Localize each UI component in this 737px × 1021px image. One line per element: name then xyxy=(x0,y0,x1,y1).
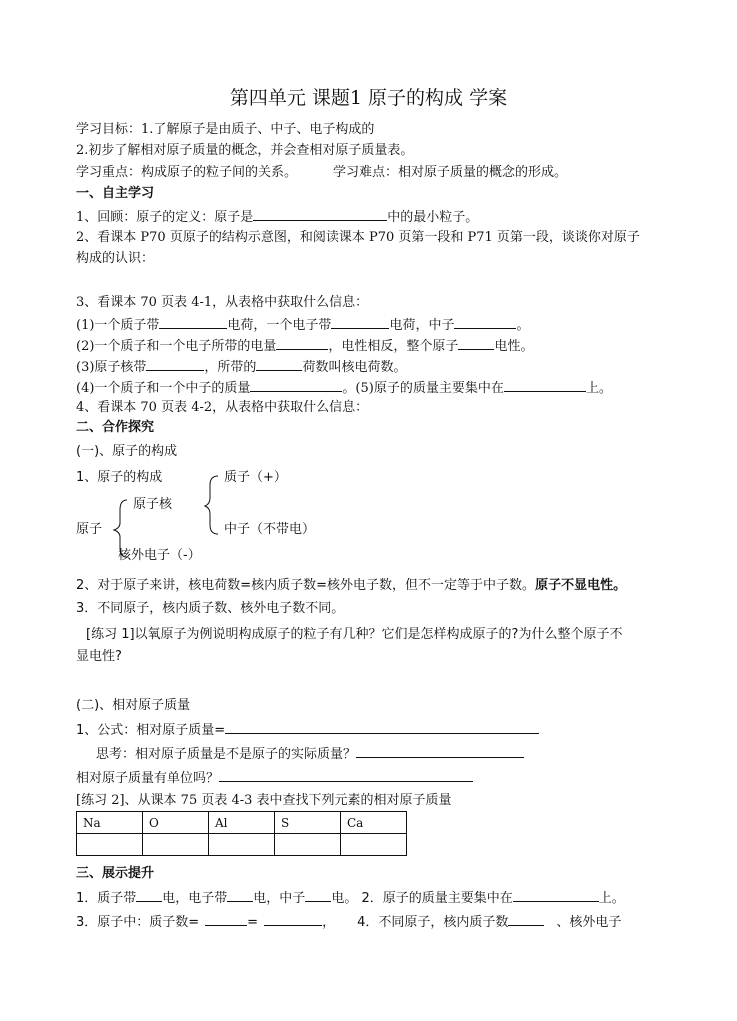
s3-l1-text: 1．质子带 xyxy=(76,891,137,906)
s3-l2-blank-a[interactable] xyxy=(205,912,247,926)
formula-text: 1、公式：相对原子质量= xyxy=(76,723,226,738)
q1-text-end: 中的最小粒子。 xyxy=(387,210,479,225)
q3-line: 3、看课本 70 页表 4-1，从表格中获取什么信息： xyxy=(76,295,369,310)
section1-heading: 一、自主学习 xyxy=(76,186,155,201)
nucleus-label: 原子核 xyxy=(133,497,173,512)
q3-2-text-b: ，电性相反，整个原子 xyxy=(328,339,459,354)
ex1-line-1: [练习 1]以氧原子为例说明构成原子的粒子有几种？它们是怎样构成原子的?为什么整个原子不 xyxy=(86,627,623,642)
objective-line-1: 学习目标：1.了解原子是由质子、中子、电子构成的 xyxy=(76,122,375,137)
p2-text: 2、对于原子来讲，核电荷数=核内质子数=核外电子数，但不一定等于中子数。 xyxy=(76,578,536,593)
element-cell: Na xyxy=(77,812,143,834)
element-cell: O xyxy=(143,812,209,834)
ex1-line-2: 显电性? xyxy=(76,649,122,664)
sub-heading-1: (一)、原子的构成 xyxy=(76,444,178,459)
sub-heading-2: (二)、相对原子质量 xyxy=(76,698,191,713)
objective-line-2: 2.初步了解相对原子质量的概念，并会查相对原子质量表。 xyxy=(76,143,414,158)
q3-4-text-c: 上。 xyxy=(585,381,612,396)
q3-3-text: (3)原子核带 xyxy=(76,360,147,375)
s3-l2-text: 3．原子中：质子数= xyxy=(76,915,200,930)
neutron-label: 中子（不带电） xyxy=(224,522,316,537)
element-row xyxy=(77,812,407,834)
s3-l2-text-c: ， xyxy=(322,915,336,930)
s3-l1-blank-c[interactable] xyxy=(305,888,331,902)
element-cell: Al xyxy=(209,812,275,834)
q4-line: 4、看课本 70 页表 4-2，从表格中获取什么信息： xyxy=(76,400,369,415)
s3-l1-text-b: 电，电子带 xyxy=(162,891,228,906)
difficulty: 学习难点：相对原子质量的概念的形成。 xyxy=(333,165,568,180)
s3-l1-text-e: 上。 xyxy=(598,891,625,906)
q3-1-text-b: 电荷，一个电子带 xyxy=(227,318,332,333)
key-point: 学习重点：构成原子的粒子间的关系。 xyxy=(76,165,298,180)
section2-heading: 二、合作探究 xyxy=(76,420,155,435)
q1-text: 1、回顾：原子的定义：原子是 xyxy=(76,210,254,225)
q2-line-2: 构成的认识： xyxy=(76,251,155,266)
s3-l1-text-c: 电，中子 xyxy=(253,891,306,906)
s3-l1-blank-b[interactable] xyxy=(227,888,253,902)
element-cell: Ca xyxy=(341,812,407,834)
q3-2-text: (2)一个质子和一个电子所带的电量 xyxy=(76,339,277,354)
q3-1-text-c: 电荷，中子 xyxy=(389,318,455,333)
answer-cell[interactable] xyxy=(275,834,341,856)
s3-line-1 xyxy=(76,888,625,908)
think-blank[interactable] xyxy=(356,744,524,758)
q3-2-text-c: 电性。 xyxy=(494,339,534,354)
s3-l2-text-e: 、核外电子 xyxy=(556,915,622,930)
s3-l1-blank-d[interactable] xyxy=(513,888,599,902)
s3-l2-blank-c[interactable] xyxy=(508,912,544,926)
struct-title: 1、原子的构成 xyxy=(76,470,163,485)
page-title: 第四单元 课题1 原子的构成 学案 xyxy=(229,87,508,109)
q3-1-text-d: 。 xyxy=(516,318,530,333)
s3-l2-blank-b[interactable] xyxy=(264,912,322,926)
unit-text: 相对原子质量有单位吗？ xyxy=(76,771,220,786)
q2-line-1: 2、看课本 P70 页原子的结构示意图，和阅读课本 P70 页第一段和 P71 页第一段，谈谈你对原子 xyxy=(76,230,640,245)
think-text: 思考：相对原子质量是不是原子的实际质量？ xyxy=(96,747,357,762)
formula-blank[interactable] xyxy=(225,720,539,734)
s3-l1-text-d: 电。 2．原子的质量主要集中在 xyxy=(331,891,513,906)
answer-cell[interactable] xyxy=(341,834,407,856)
proton-label: 质子（+） xyxy=(224,470,287,485)
s3-l1-blank-a[interactable] xyxy=(136,888,162,902)
s3-line-2 xyxy=(76,912,621,932)
answer-cell[interactable] xyxy=(209,834,275,856)
q3-4-text: (4)一个质子和一个中子的质量 xyxy=(76,381,251,396)
section3-heading: 三、展示提升 xyxy=(76,866,155,881)
p3-line: 3．不同原子，核内质子数、核外电子数不同。 xyxy=(76,601,345,616)
answer-cell[interactable] xyxy=(143,834,209,856)
element-table xyxy=(76,811,407,856)
ex2-line: [练习 2]、从课本 75 页表 4-3 表中查找下列元素的相对原子质量 xyxy=(76,793,452,808)
answer-cell[interactable] xyxy=(77,834,143,856)
q3-3-text-c: 荷数叫核电荷数。 xyxy=(302,360,407,375)
unit-line xyxy=(76,768,473,788)
s3-l2-text-b: = xyxy=(247,915,259,930)
unit-blank[interactable] xyxy=(219,768,473,782)
element-cell: S xyxy=(275,812,341,834)
p2-line xyxy=(76,577,626,595)
electron-label: 核外电子（-） xyxy=(118,548,201,563)
atom-label: 原子 xyxy=(76,522,103,537)
formula-line xyxy=(76,720,539,740)
s3-l2-text-d: 4．不同原子，核内质子数 xyxy=(357,915,509,930)
p2-bold: 原子不显电性。 xyxy=(535,578,627,593)
q3-3-text-b: ，所带的 xyxy=(204,360,257,375)
answer-row xyxy=(77,834,407,856)
think-line xyxy=(96,744,524,764)
q3-1-text: (1)一个质子带 xyxy=(76,318,160,333)
q3-4-text-b: 。(5)原子的质量主要集中在 xyxy=(342,381,504,396)
